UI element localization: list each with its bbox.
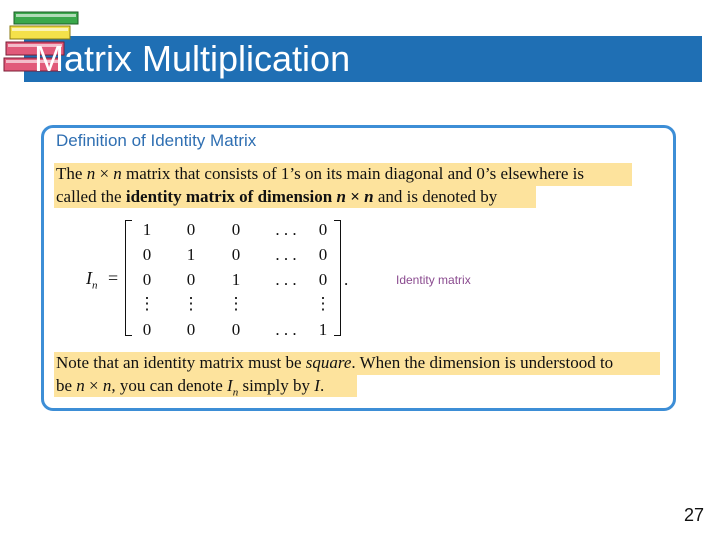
matrix-cell: ⋮ <box>182 294 200 313</box>
matrix-cell: 0 <box>142 270 152 289</box>
note-line-2: be n × n, you can denote $I_n$ simply by I. <box>56 376 325 399</box>
matrix-cell: 0 <box>142 245 152 264</box>
matrix-cell: 1 <box>231 270 241 289</box>
matrix-cell: 0 <box>231 245 241 264</box>
matrix-left-bracket <box>125 220 132 336</box>
matrix-cell: . . . <box>275 220 297 239</box>
matrix-cell: . . . <box>275 270 297 289</box>
matrix-cell: 0 <box>231 320 241 339</box>
definition-heading: Definition of Identity Matrix <box>56 131 257 150</box>
matrix-cell: 0 <box>186 320 196 339</box>
page-number: 27 <box>683 505 704 525</box>
matrix-symbol: $I_n$ = <box>86 268 119 292</box>
matrix-cell: 0 <box>186 220 196 239</box>
matrix-cell: . . . <box>275 245 297 264</box>
matrix-cell: ⋮ <box>138 294 156 313</box>
matrix-period: . <box>344 270 349 289</box>
slide-title: Matrix Multiplication <box>34 38 351 79</box>
matrix-cell: 0 <box>142 320 152 339</box>
definition-line-2: called the identity matrix of dimension n × n and is denoted by <box>56 187 498 206</box>
matrix-cell: 1 <box>142 220 152 239</box>
matrix-cell: . . . <box>275 320 297 339</box>
matrix-cell: 1 <box>318 320 328 339</box>
matrix-cell: 1 <box>186 245 196 264</box>
matrix-cell: 0 <box>318 245 328 264</box>
matrix-cell: 0 <box>231 220 241 239</box>
definition-line-1: The n × n matrix that consists of 1’s on its main diagonal and 0’s elsewhere is <box>56 164 585 183</box>
matrix-cell: 0 <box>186 270 196 289</box>
matrix-cell: 0 <box>318 220 328 239</box>
matrix-cell: 0 <box>318 270 328 289</box>
matrix-cell: ⋮ <box>314 294 332 313</box>
matrix-cell: ⋮ <box>227 294 245 313</box>
identity-matrix-side-label: Identity matrix <box>396 273 471 287</box>
note-line-1: Note that an identity matrix must be square. When the dimension is understood to <box>56 353 614 372</box>
